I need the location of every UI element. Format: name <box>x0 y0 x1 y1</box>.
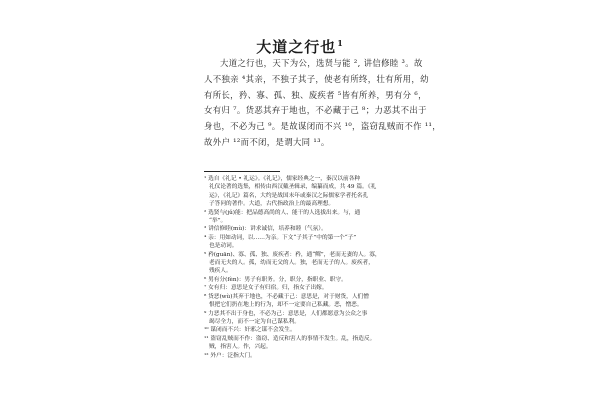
footnote-line: ⁴ 亲：用如动词，以……为亲。下文“子其子”中的第一个“子” <box>204 234 357 241</box>
footnote-line: ¹ 选自《礼记 • 礼运》。《礼记》，儒家经典之一，秦汉以前各种 <box>204 176 361 182</box>
footnote-line: ⁹ 力恶其不出于身也，不必为己：意思是，人们都愿意为公众之事 <box>204 310 368 317</box>
footnote-line: “举”。 <box>209 218 227 225</box>
footnote-line: ⁶ 男有分(fèn)：男子有职务。分，职分，指职业、职守。 <box>204 276 347 283</box>
footnote-line: 贼，指害人。作，兴起。 <box>209 344 272 351</box>
footnote-line: ² 选贤与(jǔ)能：把品德高尚的人、能干的人选拔出来。与，通 <box>204 209 361 216</box>
footnote-line: ⁸ 货恶(wù)其弃于地也，不必藏于己：意思是，对于财货，人们憎 <box>204 293 369 300</box>
footnote-line: ⁵ 矜(guān)、寡、孤、独、废疾者：矜，通“鳏”，老而无妻的人。寡， <box>204 251 381 258</box>
body-line: 女有归 ⁷。货恶其弃于地也，不必藏于己 ⁸；力恶其不出于 <box>204 105 427 116</box>
body-line: 大道之行也，天下为公，选贤与能 ², 讲信修睦 ³。故 <box>220 58 423 68</box>
footnote-line: 老而无夫的人。孤，幼而无父的人。独，老而无子的人。废疾者， <box>209 260 374 267</box>
footnote-line: 竭尽全力，而不一定为自己谋私利。 <box>209 318 300 325</box>
footnote-line: 恨把它们扔在地上的行为，却不一定要自己私藏。恶，憎恶。 <box>209 302 363 309</box>
footnote-line: 残疾人。 <box>209 268 232 275</box>
body-line: 身也，不必为己 ⁹。是故谋闭而不兴 ¹⁰，盗窃乱贼而不作 ¹¹， <box>204 121 441 132</box>
main-text <box>204 56 441 151</box>
title-text: 大道之行也 <box>256 38 337 56</box>
footnote-line: 子答问的著作。大道，古代指政治上的最高理想。 <box>209 201 335 208</box>
footnote-divider <box>204 171 280 172</box>
footnote-line: ¹² 外户：泛指大门。 <box>204 352 256 359</box>
body-line: 故外户 ¹²而不闭，是谓大同 ¹³。 <box>204 136 330 147</box>
footnotes <box>204 175 404 360</box>
title-footnote-marker: 1 <box>337 38 344 48</box>
footnote-line: 礼仪论著的选集，相传由西汉戴圣辑录，编纂而成，共 49 篇。《礼 <box>209 184 377 191</box>
page-title <box>0 36 600 57</box>
footnote-line: 运》，《礼记》篇名，大约是战国末年或秦汉之际儒家学者托名孔 <box>209 192 369 199</box>
footnote-line: ⁷ 女有归：意思是女子有归宿。归，指女子出嫁。 <box>204 285 328 292</box>
body-line: 有所长，矜、寡、孤、独、废疾者 ⁵皆有所养，男有分 ⁶， <box>204 89 427 100</box>
footnote-line: ³ 讲信修睦(mù)：讲求诚信，培养和睦（气氛）。 <box>204 226 327 233</box>
footnote-line: ¹⁰ 谋闭而不兴：奸邪之谋不会发生。 <box>204 327 296 334</box>
footnote-line: 也是动词。 <box>209 243 238 250</box>
body-line: 人不独亲 ⁴其亲，不独子其子，使老有所终，壮有所用，幼 <box>204 73 429 84</box>
footnote-line: ¹¹ 盗窃乱贼而不作：盗窃、造反和害人的事情不发生。乱，指造反。 <box>204 335 376 342</box>
